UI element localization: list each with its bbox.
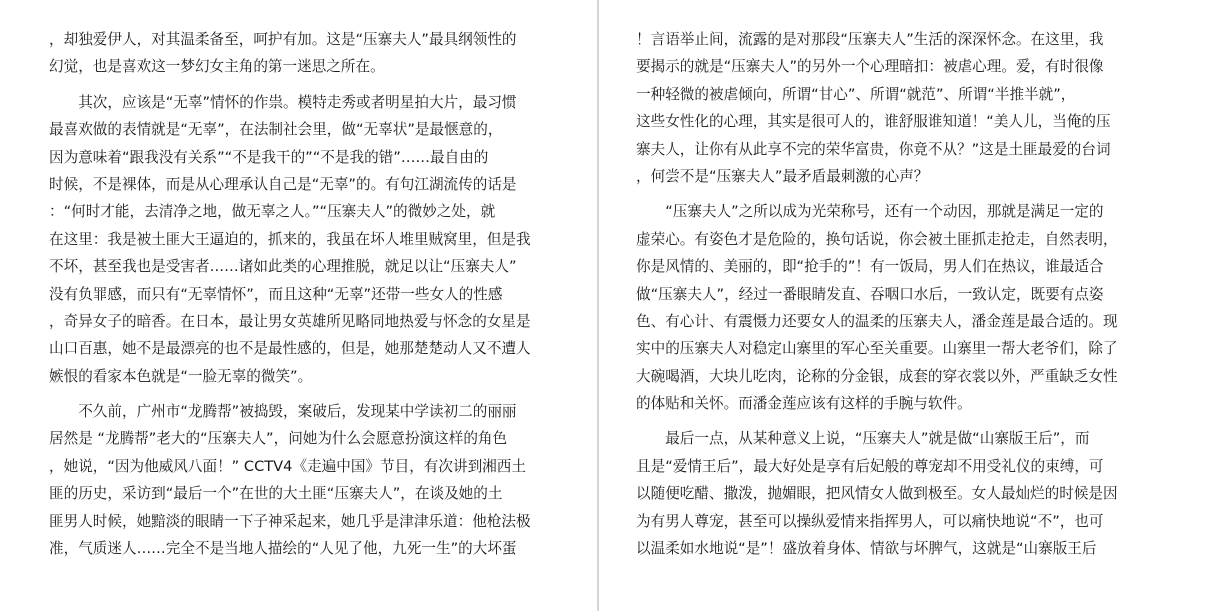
text-line: ，奇异女子的暗香。在日本，最让男女英雄所见略同地热爱与怀念的女星是 (49, 312, 531, 330)
text-line: 不久前，广州市“龙腾帮”被捣毁，案破后，发现某中学读初二的丽丽 (49, 403, 517, 421)
paragraph-gap (49, 81, 559, 89)
text-line: ！言语举止间，流露的是对那段“压寨夫人”生活的深深怀念。在这里，我 (636, 31, 1104, 48)
text-line: 大碗喝酒，大块儿吃肉，论称的分金银，成套的穿衣裳以外，严重缺乏女性 (636, 367, 1118, 385)
text-line: 为有男人尊宠，甚至可以操纵爱情来指挥男人，可以痛快地说“不”，也可 (636, 512, 1104, 530)
text-line: 匪的历史，采访到“最后一个”在世的大土匪“压寨夫人”，在谈及她的土 (49, 485, 503, 503)
text-line: ，她说，“因为他威风八面！” CCTV4《走遍中国》节目，有次讲到湘西土 (49, 457, 526, 475)
text-line: 准，气质迷人……完全不是当地人描绘的“人见了他，九死一生”的大坏蛋 (49, 540, 517, 558)
text-line: 嫉恨的看家本色就是“一脸无辜的微笑”。 (49, 367, 313, 385)
text-line: ，何尝不是“压寨夫人”最矛盾最刺激的心声？ (636, 167, 929, 185)
text-line: 你是风情的、美丽的，即“抢手的”！有一饭局，男人们在热议，谁最适合 (636, 258, 1104, 276)
text-line: 因为意味着“跟我没有关系”“不是我干的”“不是我的错”……最自由的 (49, 148, 489, 166)
paragraph-gap (636, 190, 1136, 198)
text-line: “压寨夫人”之所以成为光荣称号，还有一个动因，那就是满足一定的 (636, 203, 1104, 221)
text-line: ，却独爱伊人，对其温柔备至，呵护有加。这是“压寨夫人”最具纲领性的 (49, 31, 517, 48)
text-line: 要揭示的就是“压寨夫人”的另外一个心理暗扣：被虐心理。爱，有时很像 (636, 58, 1104, 76)
text-line: 不坏，甚至我也是受害者……诸如此类的心理推脱，就足以让“压寨夫人” (49, 258, 517, 276)
text-line: 实中的压寨夫人对稳定山寨里的军心至关重要。山寨里一帮大老爷们，除了 (636, 340, 1118, 358)
paragraph-gap (49, 390, 559, 398)
text-line: 幻觉，也是喜欢这一梦幻女主角的第一迷思之所在。 (49, 58, 385, 76)
text-line: ：“何时才能，去清净之地，做无辜之人。”“压寨夫人”的微妙之处，就 (49, 203, 496, 221)
text-line: 匪男人时候，她黯淡的眼睛一下子神采起来，她几乎是津津乐道：他枪法极 (49, 512, 531, 530)
text-line: 以温柔如水地说“是”！盛放着身体、情欲与坏脾气，这就是“山寨版王后 (636, 540, 1097, 558)
text-line: 没有负罪感，而只有“无辜情怀”，而且这种“无辜”还带一些女人的性感 (49, 285, 503, 303)
text-line: 做“压寨夫人”，经过一番眼睛发直、吞咽口水后，一致认定，既要有点姿 (636, 285, 1104, 303)
text-line: 在这里：我是被土匪大王逼迫的，抓来的，我虽在坏人堆里贼窝里，但是我 (49, 230, 531, 248)
text-line: 且是“爱情王后”，最大好处是享有后妃般的尊宠却不用受礼仪的束缚，可 (636, 457, 1104, 475)
left-page-text (49, 26, 559, 562)
text-line: 虚荣心。有姿色才是危险的，换句话说，你会被土匪抓走抢走，自然表明， (636, 230, 1118, 248)
text-line: 色、有心计、有震慑力还要女人的温柔的压寨夫人，潘金莲是最合适的。现 (636, 312, 1118, 330)
text-line: 这些女性化的心理，其实是很可人的，谁舒服谁知道！“美人儿，当俺的压 (636, 113, 1111, 131)
right-page-text (636, 26, 1136, 562)
text-line: 居然是 “龙腾帮”老大的“压寨夫人”，问她为什么会愿意扮演这样的角色 (49, 430, 508, 448)
text-line: 时候，不是裸体，而是从心理承认自己是“无辜”的。有句江湖流传的话是 (49, 175, 517, 193)
right-page (599, 0, 1210, 611)
text-line: 寨夫人，让你有从此享不完的荣华富贵，你竟不从？”这是土匪最爱的台词 (636, 140, 1111, 158)
left-page (0, 0, 597, 611)
text-line: 其次，应该是“无辜”情怀的作祟。模特走秀或者明星拍大片，最习惯 (49, 93, 517, 111)
paragraph-gap (636, 417, 1136, 425)
text-line: 以随便吃醋、撒泼，抛媚眼，把风情女人做到极至。女人最灿烂的时候是因 (636, 485, 1118, 503)
text-line: 山口百惠，她不是最漂亮的也不是最性感的，但是，她那楚楚动人又不遭人 (49, 340, 531, 358)
text-line: 的体贴和关怀。而潘金莲应该有这样的手腕与软件。 (636, 395, 972, 413)
text-line: 一种轻微的被虐倾向，所谓“甘心”、所谓“就范”、所谓“半推半就”， (636, 85, 1076, 103)
text-line: 最后一点，从某种意义上说，“压寨夫人”就是做“山寨版王后”，而 (636, 430, 1090, 448)
text-line: 最喜欢做的表情就是“无辜”，在法制社会里，做“无辜状”是最惬意的， (49, 121, 503, 139)
